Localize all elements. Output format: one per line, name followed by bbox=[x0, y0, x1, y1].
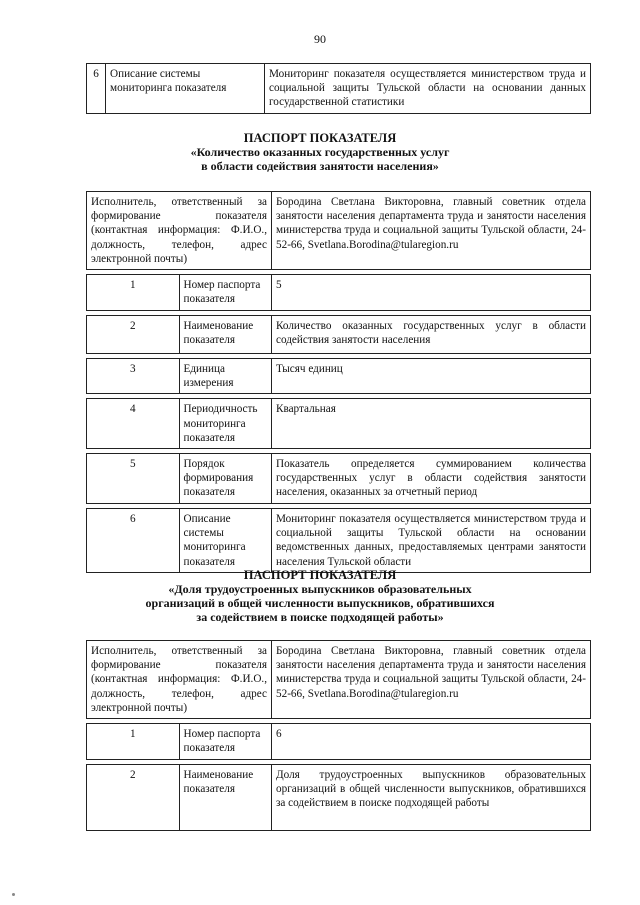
table-row bbox=[87, 509, 591, 573]
row-value: Мониторинг показателя осуществляется министерством труда и социальной защиты Тульской области на основании ведомственных данных, предоставляемых центрами занятости населения Тульской области bbox=[272, 509, 591, 573]
passport5-subtitle-line1: «Количество оказанных государственных услуг bbox=[190, 145, 450, 159]
executor-value: Бородина Светлана Викторовна, главный советник отдела занятости населения департамента труда и занятости населения министерства труда и социальной защиты Тульской области, 24-52-66, Svetlana.Borodina@tularegion.ru bbox=[272, 192, 591, 270]
passport5-table bbox=[86, 191, 591, 573]
table-row bbox=[87, 399, 591, 449]
row-value: Квартальная bbox=[272, 399, 591, 449]
table-row bbox=[87, 275, 591, 311]
row-label: Единица измерения bbox=[179, 359, 272, 394]
row-label: Порядок формирования показателя bbox=[179, 454, 272, 504]
row-label: Номер паспорта показателя bbox=[179, 724, 272, 760]
row-value: Доля трудоустроенных выпускников образовательных организаций в общей численности выпускников, обратившихся за содействием в поиске подходящей работы bbox=[272, 765, 591, 831]
row-number: 6 bbox=[87, 64, 106, 114]
executor-value: Бородина Светлана Викторовна, главный советник отдела занятости населения департамента труда и занятости населения министерства труда и социальной защиты Тульской области, 24-52-66, Svetlana.Borodina@tularegion.ru bbox=[272, 641, 591, 719]
passport6-heading bbox=[0, 568, 640, 624]
row-value: Количество оказанных государственных услуг в области содействия занятости населения bbox=[272, 316, 591, 354]
passport5-heading bbox=[0, 131, 640, 173]
row-number: 2 bbox=[87, 316, 180, 354]
passport6-table bbox=[86, 640, 591, 831]
row-label: Наименование показателя bbox=[179, 765, 272, 831]
row-value: Показатель определяется суммированием количества государственных услуг в области содействия занятости населения, оказанных за отчетный период bbox=[272, 454, 591, 504]
row-number: 3 bbox=[87, 359, 180, 394]
row-number: 5 bbox=[87, 454, 180, 504]
row-value: Тысяч единиц bbox=[272, 359, 591, 394]
table-row bbox=[87, 454, 591, 504]
table-row bbox=[87, 316, 591, 354]
row-number: 1 bbox=[87, 275, 180, 311]
row-label: Периодичность мониторинга показателя bbox=[179, 399, 272, 449]
row-number: 6 bbox=[87, 509, 180, 573]
executor-row bbox=[87, 192, 591, 270]
passport6-subtitle-line2: организаций в общей численности выпускников, обратившихся bbox=[145, 596, 495, 610]
passport5-subtitle-line2: в области содействия занятости населения» bbox=[201, 159, 439, 173]
table-row bbox=[87, 724, 591, 760]
row-number: 2 bbox=[87, 765, 180, 831]
table-row bbox=[87, 64, 591, 114]
row-value: 5 bbox=[272, 275, 591, 311]
table-row bbox=[87, 765, 591, 831]
row-label: Номер паспорта показателя bbox=[179, 275, 272, 311]
passport6-title: ПАСПОРТ ПОКАЗАТЕЛЯ bbox=[243, 568, 397, 582]
continuation-table bbox=[86, 63, 591, 114]
passport5-title: ПАСПОРТ ПОКАЗАТЕЛЯ bbox=[243, 131, 397, 145]
passport6-subtitle-line1: «Доля трудоустроенных выпускников образовательных bbox=[168, 582, 472, 596]
scan-speck bbox=[12, 893, 15, 896]
executor-row bbox=[87, 641, 591, 719]
row-number: 4 bbox=[87, 399, 180, 449]
row-number: 1 bbox=[87, 724, 180, 760]
executor-label: Исполнитель, ответственный за формирование показателя (контактная информация: Ф.И.О., должность, телефон, адрес электронной почты) bbox=[87, 641, 272, 719]
page-number: 90 bbox=[314, 32, 326, 46]
row-label: Описание системы мониторинга показателя bbox=[179, 509, 272, 573]
executor-label: Исполнитель, ответственный за формирование показателя (контактная информация: Ф.И.О., должность, телефон, адрес электронной почты) bbox=[87, 192, 272, 270]
row-value: 6 bbox=[272, 724, 591, 760]
passport6-subtitle-line3: за содействием в поиске подходящей работы» bbox=[196, 610, 444, 624]
table-row bbox=[87, 359, 591, 394]
row-value: Мониторинг показателя осуществляется министерством труда и социальной защиты Тульской области на основании данных государственной статистики bbox=[265, 64, 591, 114]
row-label: Описание системы мониторинга показателя bbox=[106, 64, 265, 114]
row-label: Наименование показателя bbox=[179, 316, 272, 354]
